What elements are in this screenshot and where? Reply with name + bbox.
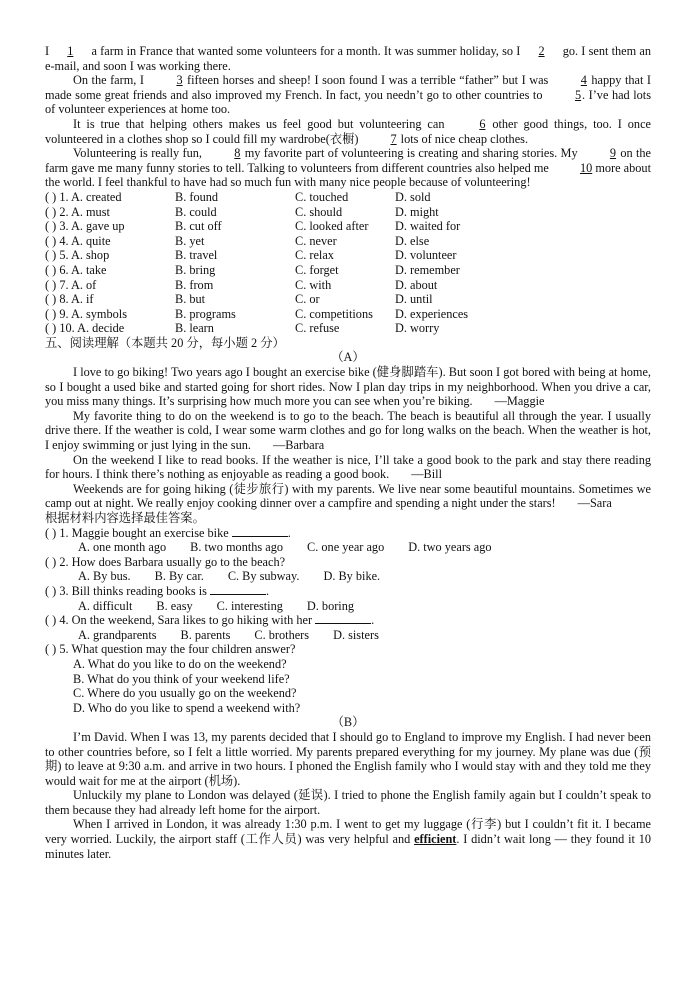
passage-a xyxy=(45,365,651,511)
cloze-option-row xyxy=(45,292,651,307)
question-text: ( ) 4. On the weekend, Sara likes to go hiking with her xyxy=(45,613,313,628)
cloze-blank[interactable]: 6 xyxy=(479,116,486,131)
exam-page xyxy=(45,44,651,861)
option[interactable]: D. By bike. xyxy=(323,569,381,584)
signature: —Maggie xyxy=(494,394,545,409)
option-a: ( ) 10. A. decide xyxy=(45,321,125,336)
option[interactable]: D. two years ago xyxy=(408,540,492,555)
cloze-option-row xyxy=(45,248,651,263)
signature: —Barbara xyxy=(272,438,325,453)
p3-text-after: . I didn’t wait long — they found it 10 minutes later. xyxy=(45,832,652,861)
option-a: ( ) 9. A. symbols xyxy=(45,306,127,321)
cloze-blank[interactable]: 2 xyxy=(538,44,545,58)
cloze-text: fifteen horses and sheep! I soon found I was a terrible “father” but I was xyxy=(183,73,552,88)
option[interactable]: B. parents xyxy=(180,627,231,642)
cloze-text: On the farm, I xyxy=(73,73,148,88)
option-d: D. volunteer xyxy=(395,248,457,263)
option-d: D. else xyxy=(395,233,430,248)
cloze-option-row xyxy=(45,263,651,278)
passage-a-questions xyxy=(45,526,651,716)
cloze-blank[interactable]: 5 xyxy=(574,87,582,102)
option-c: C. refuse xyxy=(295,321,340,336)
option-c: C. touched xyxy=(295,189,349,204)
option[interactable]: C. interesting xyxy=(216,598,283,613)
question-stem xyxy=(45,584,651,599)
option[interactable]: B. By car. xyxy=(154,569,204,584)
cloze-blank[interactable]: 7 xyxy=(390,131,397,146)
option[interactable]: A. difficult xyxy=(78,598,133,613)
p3-text-before: When I arrived in London, it was already 1:30 p.m. I went to get my luggage (行李) but I couldn’t fit it. I became very worried. Luckily, the airport staff (工作人员) was very helpful and xyxy=(45,817,651,847)
cloze-text: other good things, too. I once volunteered in a clothes shop so I could fill my wardrobe(衣橱) xyxy=(45,116,651,146)
option-b: B. programs xyxy=(175,306,236,321)
option-b: B. found xyxy=(175,189,219,204)
option[interactable]: C. one year ago xyxy=(307,540,385,555)
option-c: C. competitions xyxy=(295,306,373,321)
option-b: B. yet xyxy=(175,233,205,248)
cloze-blank[interactable]: 1 xyxy=(67,44,74,58)
option-b: B. from xyxy=(175,277,214,292)
cloze-option-row xyxy=(45,190,651,205)
option[interactable]: B. two months ago xyxy=(190,540,284,555)
answer-line xyxy=(210,584,266,595)
cloze-text: on the farm gave me many funny stories to tell. Talking to volunteers from different countries also helped me xyxy=(45,146,651,175)
cloze-option-row xyxy=(45,205,651,220)
cloze-option-row xyxy=(45,219,651,234)
question-text: ( ) 1. Maggie bought an exercise bike xyxy=(45,525,229,540)
option[interactable]: B. easy xyxy=(156,598,193,613)
option[interactable]: D. boring xyxy=(306,598,355,613)
option-a: ( ) 5. A. shop xyxy=(45,248,110,263)
cloze-text: happy that I made some great friends and also improved my French. In fact, you needn’t go to other countries to xyxy=(45,73,652,102)
question-end: . xyxy=(265,583,270,598)
option-a: ( ) 1. A. created xyxy=(45,189,122,204)
option-b: B. cut off xyxy=(175,219,222,234)
option[interactable]: C. By subway. xyxy=(227,569,300,584)
option-a: ( ) 4. A. quite xyxy=(45,233,111,248)
cloze-blank[interactable]: 10 xyxy=(579,160,593,175)
question-options xyxy=(45,540,651,555)
paragraph-text: My favorite thing to do on the weekend is to go to the beach. The beach is beautiful all through the year. I usually drive there. If the weather is cold, I wear some warm clothes and go for long walks on the beach. When the weather is hot, I enjoy swimming or just lying in the sun. xyxy=(45,408,651,453)
bold-word: efficient xyxy=(414,832,457,847)
cloze-blank[interactable]: 9 xyxy=(609,146,617,161)
option[interactable]: D. Who do you like to spend a weekend with? xyxy=(73,700,301,715)
option[interactable]: A. one month ago xyxy=(78,540,167,555)
option-d: D. sold xyxy=(395,189,431,204)
option[interactable]: B. What do you think of your weekend life? xyxy=(73,671,290,686)
question-stem xyxy=(45,526,651,541)
question-stem xyxy=(45,613,651,628)
answer-line xyxy=(315,613,371,624)
option-b: B. could xyxy=(175,204,217,219)
option-d: D. experiences xyxy=(395,306,469,321)
cloze-option-row xyxy=(45,234,651,249)
option-d: D. about xyxy=(395,277,438,292)
passage-b-label: （B） xyxy=(331,715,365,730)
passage-b-paragraph-2: Unluckily my plane to London was delayed (延误). I tried to phone the English family again but I couldn’t speak to them because they had already left home for the airport. xyxy=(45,788,651,817)
question-text: ( ) 5. What question may the four children answer? xyxy=(45,642,296,657)
section-title: 五、阅读理解（本题共 20 分，每小题 2 分） xyxy=(45,335,285,350)
cloze-text: my favorite part of volunteering is creating and sharing stories. My xyxy=(241,146,581,161)
paragraph-text: I love to go biking! Two years ago I bought an exercise bike (健身脚踏车). But soon I got bored with being at home, so I bought a used bike and started going for short rides. Now I plan day trips in my neighborhood. When you drive a car, you miss many things. It’s surprising how much more you can see when you’re biking. xyxy=(45,365,651,409)
option-a: ( ) 3. A. gave up xyxy=(45,219,125,234)
cloze-text: I xyxy=(45,44,53,58)
cloze-paragraph-2 xyxy=(45,73,651,117)
cloze-paragraph-3 xyxy=(45,117,651,146)
passage-a-paragraph xyxy=(45,482,651,511)
option-c: C. forget xyxy=(295,262,339,277)
passage-b-paragraph-1: I’m David. When I was 13, my parents decided that I should go to England to improve my English. I had never been to other countries before, so I felt a little worried. My parents prepared everything for my journey. My plane was due (预期) to leave at 9:30 a.m. and arrive in two hours. I phoned the English family who I would stay with and they told me they would wait for me at the airport (机场). xyxy=(45,729,651,788)
question-stem xyxy=(45,555,651,570)
option-a: ( ) 8. A. if xyxy=(45,292,94,307)
question-text: ( ) 3. Bill thinks reading books is xyxy=(45,583,207,598)
cloze-text: lots of nice cheap clothes. xyxy=(397,131,529,146)
option-c: C. never xyxy=(295,233,337,248)
option-a: ( ) 2. A. must xyxy=(45,204,110,219)
question-options xyxy=(45,569,651,584)
option[interactable]: D. sisters xyxy=(333,627,379,642)
cloze-option-row xyxy=(45,278,651,293)
option-c: C. or xyxy=(295,292,320,307)
option-d: D. worry xyxy=(395,321,440,336)
option-d: D. waited for xyxy=(395,219,461,234)
option-a: ( ) 7. A. of xyxy=(45,277,97,292)
cloze-blank[interactable]: 4 xyxy=(580,73,587,88)
cloze-option-row xyxy=(45,307,651,322)
option[interactable]: C. brothers xyxy=(254,627,310,642)
option-c: C. relax xyxy=(295,248,334,263)
passage-a-paragraph xyxy=(45,409,651,453)
cloze-options xyxy=(45,190,651,336)
question-stem xyxy=(45,642,651,657)
paragraph-text: On the weekend I like to read books. If the weather is nice, I’ll take a good book to the park and stay there reading for hours. I think there’s nothing as enjoyable as reading a good book. xyxy=(45,452,651,482)
cloze-text: a farm in France that wanted some volunteers for a month. It was summer holiday, so I xyxy=(88,44,524,58)
question-end: . xyxy=(371,613,375,628)
question-options xyxy=(45,599,651,614)
cloze-text: go. I sent them an e-mail, and soon I was working there. xyxy=(45,44,651,73)
question-options xyxy=(45,628,651,643)
cloze-text: Volunteering is really fun, xyxy=(73,146,206,161)
signature: —Sara xyxy=(577,496,612,511)
passage-b-paragraph-3 xyxy=(45,817,651,861)
passage-a-label: （A） xyxy=(331,350,365,365)
option[interactable]: A. By bus. xyxy=(78,569,131,584)
cloze-text: It is true that helping others makes us feel good but volunteering can xyxy=(73,116,451,131)
answer-line xyxy=(232,526,288,537)
option-c: C. with xyxy=(295,277,332,292)
paragraph-text: Weekends are for going hiking (徒步旅行) with my parents. We live near some beautiful mountains. Sometimes we camp out at night. We really enjoy cooking dinner over a campfire and spending a night under the stars! xyxy=(45,481,651,511)
option[interactable]: C. Where do you usually go on the weekend? xyxy=(73,686,297,701)
option[interactable]: A. What do you like to do on the weekend? xyxy=(73,656,287,671)
question-end: . xyxy=(287,525,291,540)
cloze-blank[interactable]: 3 xyxy=(176,73,183,88)
option-c: C. should xyxy=(295,204,343,219)
passage-a-paragraph xyxy=(45,365,651,409)
option-d: D. until xyxy=(395,292,433,307)
signature: —Bill xyxy=(411,467,442,482)
option[interactable]: A. grandparents xyxy=(78,627,157,642)
instruction: 根据材料内容选择最佳答案。 xyxy=(45,511,205,525)
cloze-text: more about the world. I feel thankful to have had so much fun with many nice people because of volunteering! xyxy=(45,160,651,190)
option-c: C. looked after xyxy=(295,219,369,234)
cloze-paragraph-1 xyxy=(45,44,651,73)
question-text: ( ) 2. How does Barbara usually go to the beach? xyxy=(45,554,286,569)
option-b: B. learn xyxy=(175,321,214,336)
cloze-text: . I’ve had lots of volunteer experiences at home too. xyxy=(45,87,651,117)
passage-a-paragraph xyxy=(45,453,651,482)
option-b: B. but xyxy=(175,292,206,307)
option-b: B. travel xyxy=(175,248,218,263)
cloze-option-row xyxy=(45,321,651,336)
option-b: B. bring xyxy=(175,262,216,277)
option-d: D. might xyxy=(395,204,439,219)
option-a: ( ) 6. A. take xyxy=(45,262,107,277)
cloze-blank[interactable]: 8 xyxy=(234,146,241,161)
option-d: D. remember xyxy=(395,262,460,277)
cloze-paragraph-4 xyxy=(45,146,651,190)
